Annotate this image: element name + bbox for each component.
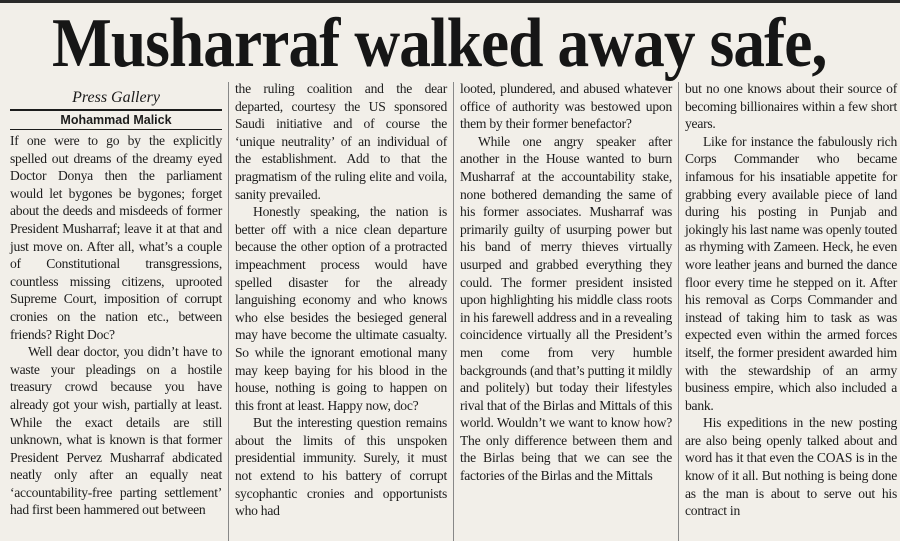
byline-block xyxy=(10,88,222,130)
paragraph: Well dear doctor, you didn’t have to waste your pleadings on a hostile treasury crowd because you have already got your wish, partially at least. While the exact details are still unknown, what is known is that former President Pervez Musharraf abdicated neatly only after an equally neat ‘accountability-free parting settlement’ had first been hammered out between xyxy=(10,344,222,518)
column-divider xyxy=(228,82,229,541)
article-column-2 xyxy=(235,80,447,520)
author-name: Mohammad Malick xyxy=(10,111,222,130)
article-column-3 xyxy=(460,80,672,485)
paragraph: But the interesting question remains about the limits of this unspoken presidential immunity. Surely, it must not extend to his battery of corrupt sycophantic cronies and opportunists who had xyxy=(235,415,447,519)
paragraph: looted, plundered, and abused whatever office of authority was bestowed upon them by their former benefactor? xyxy=(460,81,672,132)
paragraph: If one were to go by the explicitly spelled out dreams of the dreamy eyed Doctor Donya then the parliament would let bygones be bygones; forget about the deeds and misdeeds of former President Musharraf; leave it at that and just move on. After all, what’s a couple of Constitutional transgressions, countless missing citizens, uprooted Supreme Court, imposition of corrupt cronies on the nation etc., between friends? Right Doc? xyxy=(10,133,222,342)
column-divider xyxy=(678,82,679,541)
paragraph: His expeditions in the new posting are also being openly talked about and word has it that even the COAS is in the know of it all. But nothing is being done as the man is about to serve out his contract in xyxy=(685,415,897,519)
column-section-title: Press Gallery xyxy=(10,88,222,111)
article-column-1 xyxy=(10,132,222,519)
paragraph: Like for instance the fabulously rich Corps Commander who became infamous for his insatiable appetite for grabbing every available piece of land during his posting in Punjab and jokingly his last name was openly touted as rhyming with Zameen. Heck, he even wore leather jeans and burned the dance floor every time he stepped on it. After his removal as Corps Commander and instead of taking him to task as was expected even within the armed forces itself, the former president awarded him with the stewardship of an army business empire, which also included a bank. xyxy=(685,133,898,413)
article-column-4 xyxy=(685,80,897,520)
paragraph: While one angry speaker after another in the House wanted to burn Musharraf at the accountability stake, none bothered demanding the same of his former associates. Musharraf was primarily guilty of usurping power but his band of merry thieves virtually usurped and grabbed everything they could. The former president insisted upon highlighting his middle class roots in his farewell address and in a revealing coincidence virtually all the President’s men come from very humble backgrounds (and that’s putting it mildly and politely) but today their lifestyles rival that of the Birlas and Mittals of this world. Wouldn’t we want to know how? The only difference between them and the Birlas being that we can see the factories of the Birlas and the Mittals xyxy=(460,133,672,484)
paragraph: Honestly speaking, the nation is better off with a nice clean departure because the other option of a protracted impeachment process would have spelled disaster for the already languishing economy and who knows who else besides the besieged general may have become the ultimate casualty. So while the ignorant emotional many may keep baying for his blood in the house, nothing is going to happen on this front at least. Happy now, doc? xyxy=(235,204,447,413)
paragraph: but no one knows about their source of becoming billionaires within a few short years. xyxy=(685,81,897,132)
column-divider xyxy=(453,82,454,541)
paragraph: the ruling coalition and the dear departed, courtesy the US sponsored Saudi initiative and of course the ‘unique neutrality’ of an individual of the establishment. Add to that the pragmatism of the ruling elite and voila, sanity prevailed. xyxy=(235,81,447,202)
headline: Musharraf walked away safe, xyxy=(52,5,827,82)
